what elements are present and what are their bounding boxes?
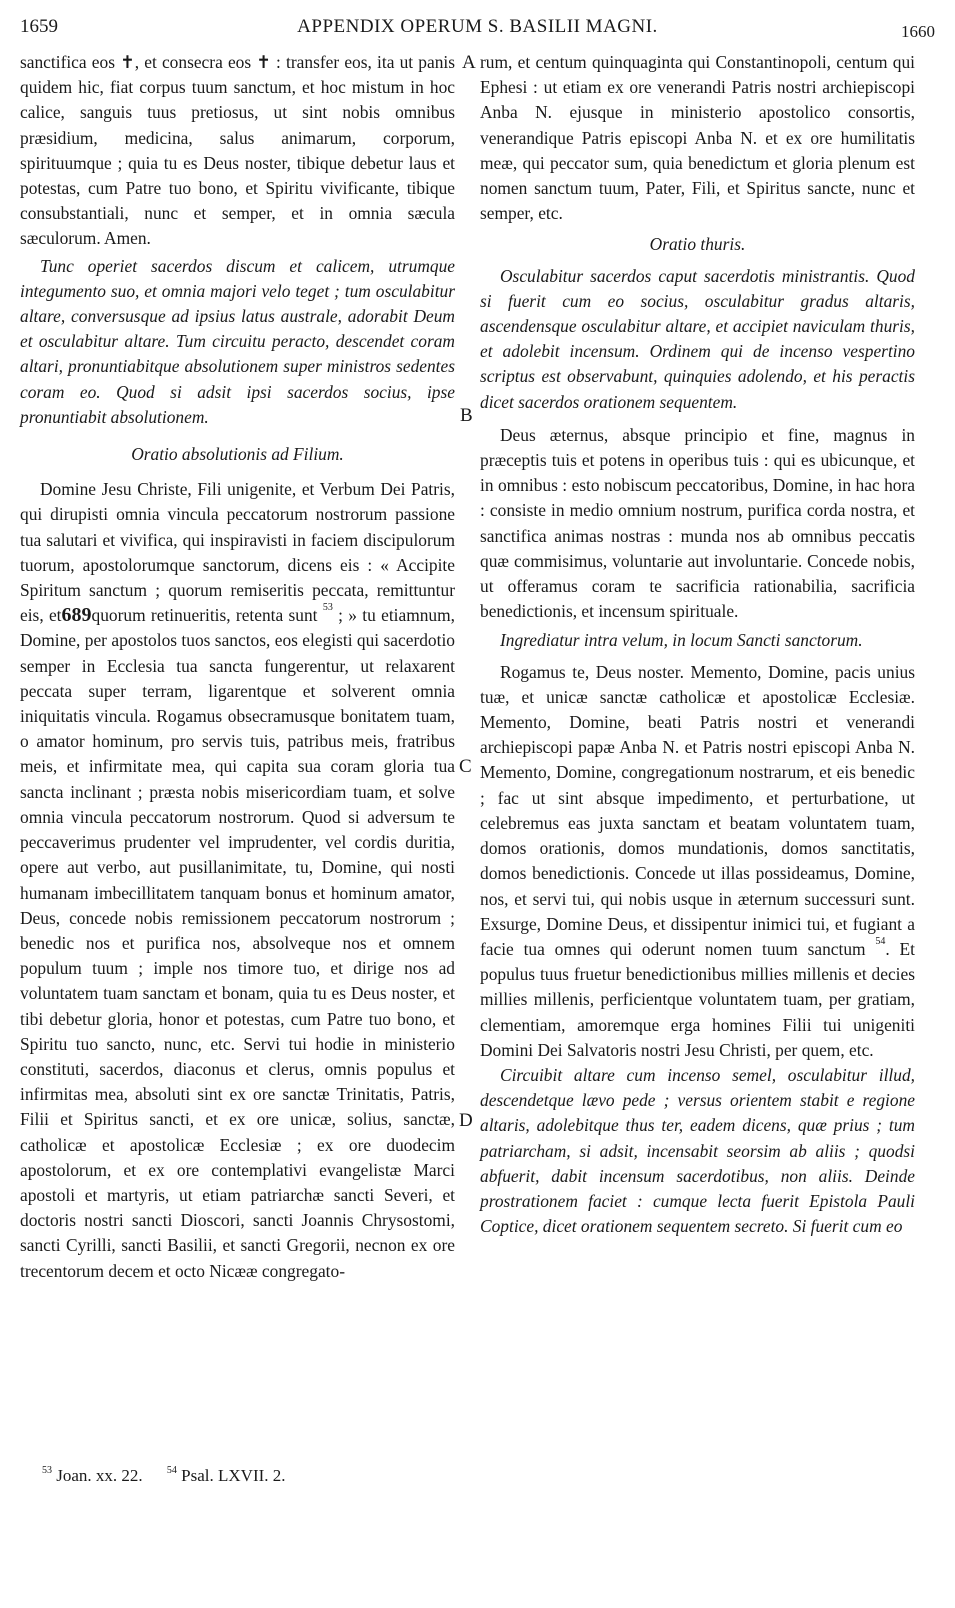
rubric: Ingrediatur intra velum, in locum Sancti sanctorum.: [500, 630, 863, 651]
footnote-number: 53: [42, 1465, 52, 1476]
page-number-right: 1660: [901, 22, 935, 41]
running-title: APPENDIX OPERUM S. BASILII MAGNI.: [297, 16, 658, 37]
paragraph: [480, 660, 915, 1063]
margin-marker-c: C: [459, 756, 472, 777]
paragraph-text: ; » tu etiamnum, Domine, per apostolos tuos sanctos, eos elegisti qui sacerdotio semper in Ecclesia tua sancta fungerentur, ut relaxarent peccata super terram, ligarentque et solverent omnia iniquitatis vincula. Rogamus obsecramusque bonitatem tuam, o amator hominum, pro servis tuis, patribus meis, fratribus meis, et infirmitate mea, qui capita sua coram gloria tua sancta inclinant ; præsta nobis misericordiam tuam, et solve omnia vincula peccatorum nostrorum. Quod si adversum te peccaverimus prudenter vel imprudenter, vel cordis duritia, opere aut verbo, aut pusillanimitate, tu, Domine, qui nosti humanam imbecillitatem tanquam bonus et hominum amator, Deus, concede nobis remissionem peccatorum nostrorum ; benedic nos et purifica nos, absolveque nos et omnem populum tuum ; imple nos timore tuo, et dirige nos ad voluntatem tuam sanctam et bonam, quia tu es Deus noster, et tibi debetur gloria, honor et potestas, cum Patre tuo bono, et Spiritu tuo sancto, nunc, etc. Servi tui hodie in ministerio constituti, sacerdos, diaconus et clerus, omnis populus et infirmitas mea, absoluti sint ex ore sanctæ Trinitatis, Patris, Filii et Spiritus sancti, et ex ore unicæ, solius, sanctæ, catholicæ et apostolicæ Ecclesiæ ; ex ore duodecim apostolorum, et ex ore contemplativi evangelistæ Marci apostoli et martyris, ut etiam patriarchæ sancti Severi, et doctoris nostri sancti Dioscori, sancti Joannis Chrysostomi, sancti Cyrilli, sancti Basilii, et sancti Gregorii, necnon ex ore trecentorum decem et octo Nicææ congregato-: [20, 605, 456, 1281]
paragraph-text: Rogamus te, Deus noster. Memento, Domine, pacis unius tuæ, et unicæ sanctæ catholicæ et apostolicæ Ecclesiæ. Memento, Domine, beati Patris nostri et venerandi archiepiscopi papæ Anba N. et Patris nostri episcopi Anba N. Memento, Domine, congregationum nostrarum, et eis benedic ; fac ut sint absque impedimento, et perturbatione, ut celebremus eas juxta sanctam et beatam voluntatem tuam, domos orationis, domos mundationis, domos sanctitatis, domos benedictionis. Concede ut illas possideamus, Domine, nos, et servi tui, qui nobis usque in æternum successuri sunt. Exsurge, Domine Deus, et dissipentur inimici tui, et fugiant a facie tua omnes qui oderunt nomen tuum sanctum: [480, 661, 915, 959]
section-heading: Oratio absolutionis ad Filium.: [131, 444, 344, 465]
rubric: Circuibit altare cum incenso semel, osculabitur illud, descendetque lævo pede ; versus orientem stabit e regione altaris, adolebitque thus ter, eadem dicens, quæ prius ; tum patriarcham, si adsit, incensabit seorsim ab aliis ; quodsi abfuerit, dabit incensum sacerdotibus, non aliis. Deinde prostrationem faciet : cumque lecta fuerit Epistola Pauli Coptice, dicet orationem sequentem secreto. Si fuerit cum eo: [480, 1064, 915, 1237]
paragraph-text: Domine Jesu Christe, Fili unigenite, et Verbum Dei Patris, qui dirupisti omnia vincula peccatorum nostrorum passione tua salutari et vivifica, qui inspiravisti in faciem discipulorum tuorum, apostolorumque sanctorum, dicens eis : « Accipite Spiritum sanctum ; quorum remiseritis peccata, remittuntur eis, et: [20, 479, 455, 626]
margin-marker-d: D: [459, 1110, 473, 1131]
right-column: [480, 50, 915, 1239]
page-header: [20, 16, 935, 42]
margin-marker-b: B: [460, 405, 473, 426]
paragraph: rum, et centum quinquaginta qui Constantinopoli, centum qui Ephesi : ut etiam ex ore venerandi Patris nostri archiepiscopi Anba N. ejusque in ministerio apostolico consortis, venerandique Patris episcopi Anba N. et ex ore humilitatis meæ, qui peccator sum, quia benedictum et gloria plenum est nomen sanctum tuum, Pater, Fili, et Spiritus sancte, nunc et semper, etc.: [480, 52, 915, 224]
rubric: Osculabitur sacerdos caput sacerdotis ministrantis. Quod si fuerit cum eo socius, osculabitur gradus altaris, ascendensque osculabitur altare, et accipiet naviculam thuris, et adolebit incensum. Ordinem qui de incenso vespertino scriptus est observabunt, quinquies adolendo, et his peractis dicet sacerdos orationem sequentem.: [480, 265, 915, 412]
margin-marker-a: A: [462, 52, 476, 73]
footnote-ref: 54: [875, 935, 886, 947]
footnote: [167, 1466, 286, 1485]
footnote-ref: 53: [322, 602, 333, 614]
footnote: [42, 1466, 143, 1485]
footnotes: [42, 1466, 306, 1486]
column-number: 689: [61, 604, 92, 627]
footnote-text: Joan. xx. 22.: [56, 1466, 143, 1485]
left-column: [20, 50, 455, 1284]
spacer: [480, 415, 915, 423]
paragraph: sanctifica eos ✝, et consecra eos ✝ : transfer eos, ita ut panis quidem hic, fiat corpus tuum sanctum, et hoc mistum in hoc calice, sanguis tuus pretiosus, ut sint nobis omnibus præsidium, medicina, salus animarum, corporum, spirituumque ; quia tu es Deus noster, tibique debetur laus et potestas, cum Patre tuo bono, et Spiritu vivificante, tibique consubstantiali, nunc et semper, et in omnia sæcula sæculorum. Amen.: [20, 52, 455, 249]
paragraph-text: quorum retinueritis, retenta sunt: [91, 605, 318, 626]
footnote-text: Psal. LXVII. 2.: [181, 1466, 286, 1485]
footnote-number: 54: [166, 1465, 177, 1476]
paragraph: [20, 477, 455, 1284]
paragraph-text: . Et populus tuus fruetur benedictionibus millies millenis et decies millies millenis, perficientque voluntatem tuam, per gratiam, clementiam, amoremque erga homines Filii tui unigeniti Domini Dei Salvatoris nostri Jesu Christi, per quem, etc.: [480, 938, 915, 1060]
section-heading: Oratio thuris.: [649, 234, 746, 255]
paragraph: Deus æternus, absque principio et fine, magnus in præceptis tuis et potens in operibus tuis : qui es ubicunque, et in omnibus : esto nobiscum peccatoribus, Domine, in hac hora : consiste in medio omnium nostrum, purifica corda nostra, et sanctifica animas nostras : munda nos ab omnibus peccatis quæ commisimus, voluntarie aut involuntarie. Concede nobis, ut offeramus coram te sacrificia rationabilia, sacrificia benedictionis, et incensum spirituale.: [480, 424, 915, 622]
rubric: Tunc operiet sacerdos discum et calicem, utrumque integumento suo, et omnia majori velo teget ; tum osculabitur altare, conversusque ad ipsius latus australe, adorabit Deum et osculabitur altare. Tum circuitu peracto, descendet coram altari, pronuntiabitque absolutionem super ministros sedentes coram eo. Quod si adsit ipsi sacerdos socius, ipse pronuntiabit absolutionem.: [20, 255, 455, 427]
page-number-left: 1659: [20, 16, 58, 37]
